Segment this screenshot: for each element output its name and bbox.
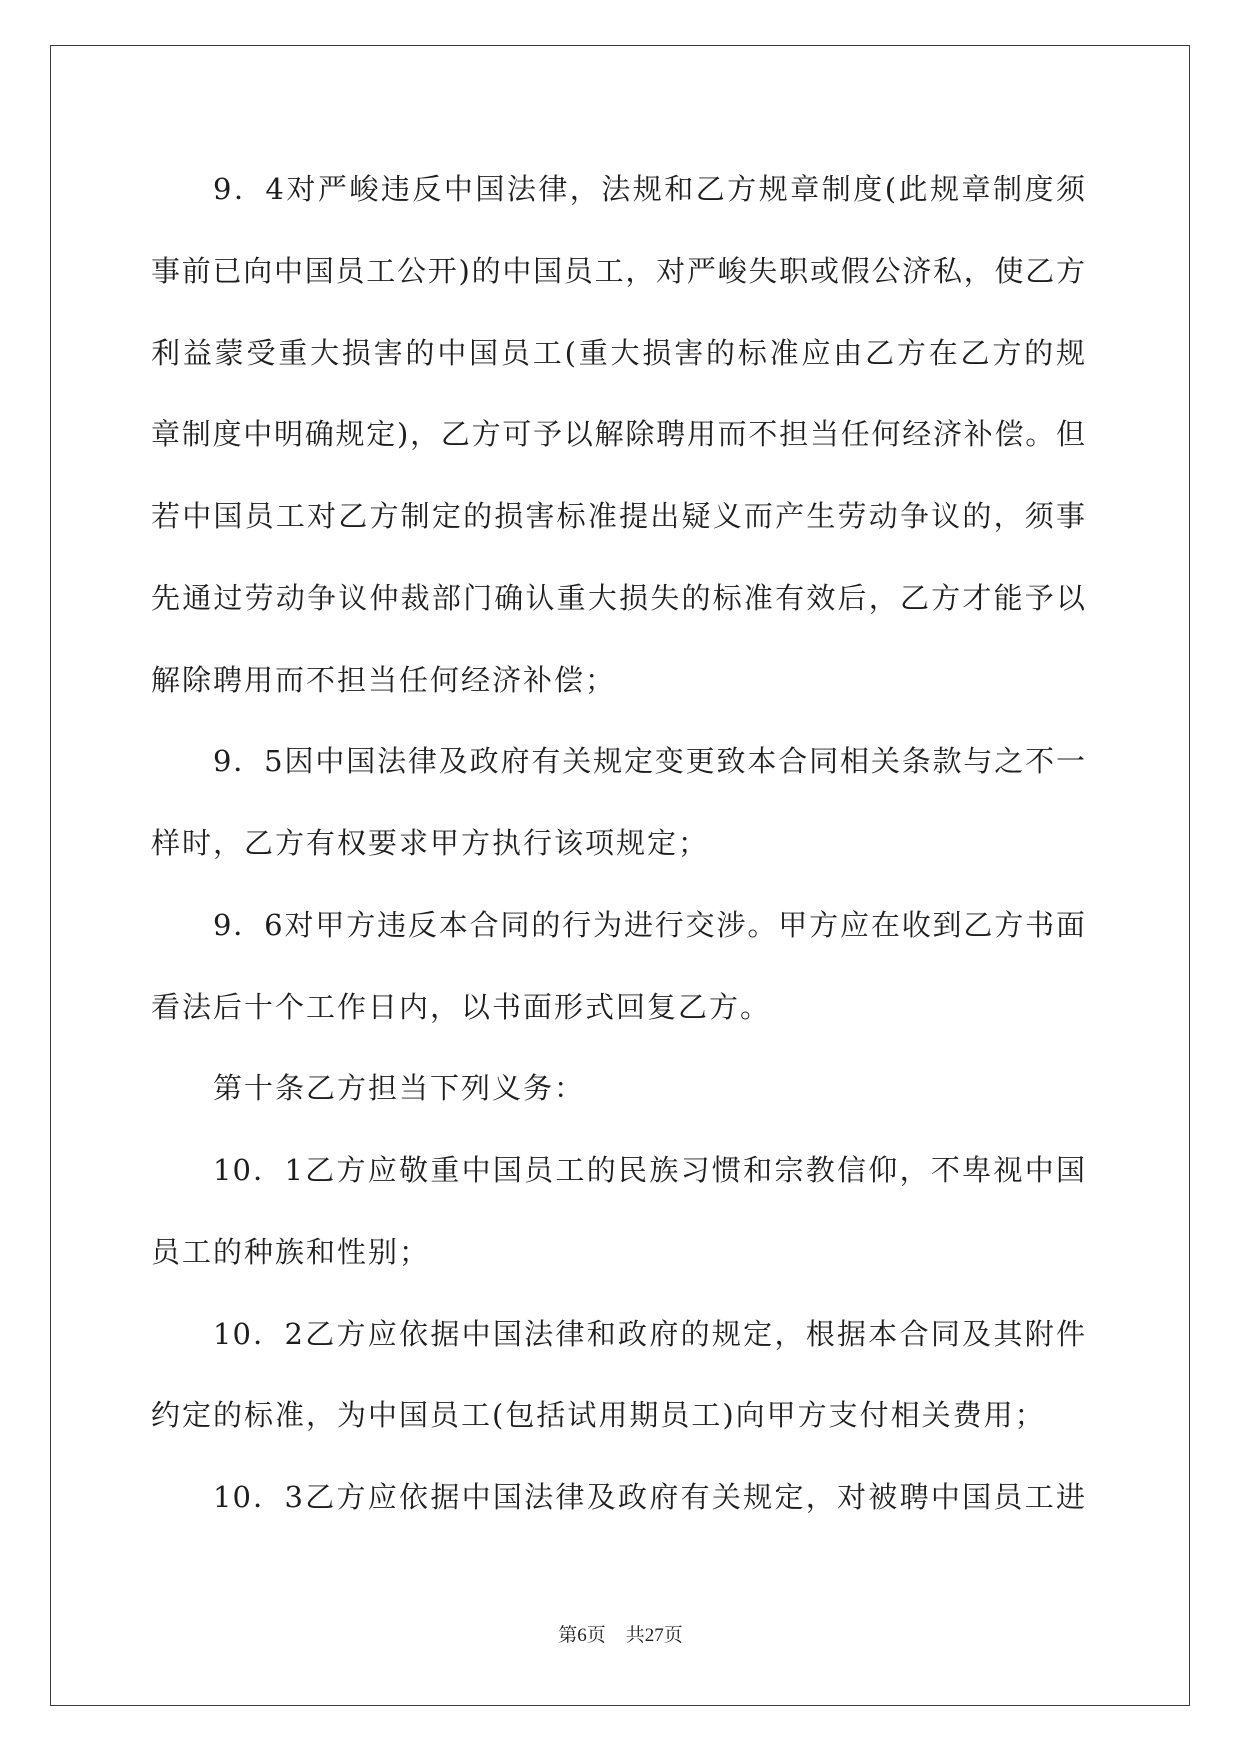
text-line: 事前已向中国员工公开)的中国员工，对严峻失职或假公济私，使乙方 [151, 253, 1086, 288]
clause-10-2-paragraph [151, 1294, 1086, 1458]
text-line: 9．5因中国法律及政府有关规定变更致本合同相关条款与之不一 [213, 744, 1086, 779]
current-page-label: 第6页 [558, 1625, 606, 1646]
text-line: 员工的种族和性别； [151, 1234, 431, 1269]
text-line: 若中国员工对乙方制定的损害标准提出疑义而产生劳动争议的，须事 [151, 499, 1086, 533]
text-line: 第十条乙方担当下列义务： [213, 1071, 586, 1106]
article-10-heading [151, 1048, 1086, 1130]
text-line: 解除聘用而不担当任何经济补偿； [151, 662, 617, 697]
text-line: 9．4对严峻违反中国法律，法规和乙方规章制度(此规章制度须 [213, 172, 1086, 206]
document-body [151, 149, 1086, 1539]
total-pages-label: 共27页 [625, 1625, 683, 1646]
text-line: 约定的标准，为中国员工(包括试用期员工)向甲方支付相关费用； [151, 1398, 1046, 1433]
text-line: 9．6对甲方违反本合同的行为进行交涉。甲方应在收到乙方书面 [213, 907, 1086, 942]
clause-9-6-paragraph [151, 885, 1086, 1049]
clause-10-1-paragraph [151, 1130, 1086, 1294]
page-footer [0, 1618, 1241, 1654]
text-line: 章制度中明确规定)，乙方可予以解除聘用而不担当任何经济补偿。但 [151, 417, 1086, 452]
text-line: 10．1乙方应敬重中国员工的民族习惯和宗教信仰，不卑视中国 [213, 1153, 1086, 1187]
clause-9-4-paragraph [151, 149, 1086, 721]
text-line: 样时，乙方有权要求甲方执行该项规定； [151, 826, 710, 860]
text-line: 先通过劳动争议仲裁部门确认重大损失的标准有效后，乙方才能予以 [151, 580, 1086, 615]
clause-9-5-paragraph [151, 721, 1086, 885]
text-line: 10．2乙方应依据中国法律和政府的规定，根据本合同及其附件 [213, 1316, 1086, 1351]
clause-10-3-paragraph [151, 1457, 1086, 1539]
text-line: 看法后十个工作日内，以书面形式回复乙方。 [151, 989, 772, 1024]
text-line: 10．3乙方应依据中国法律及政府有关规定，对被聘中国员工进 [213, 1480, 1086, 1514]
text-line: 利益蒙受重大损害的中国员工(重大损害的标准应由乙方在乙方的规 [151, 335, 1086, 370]
